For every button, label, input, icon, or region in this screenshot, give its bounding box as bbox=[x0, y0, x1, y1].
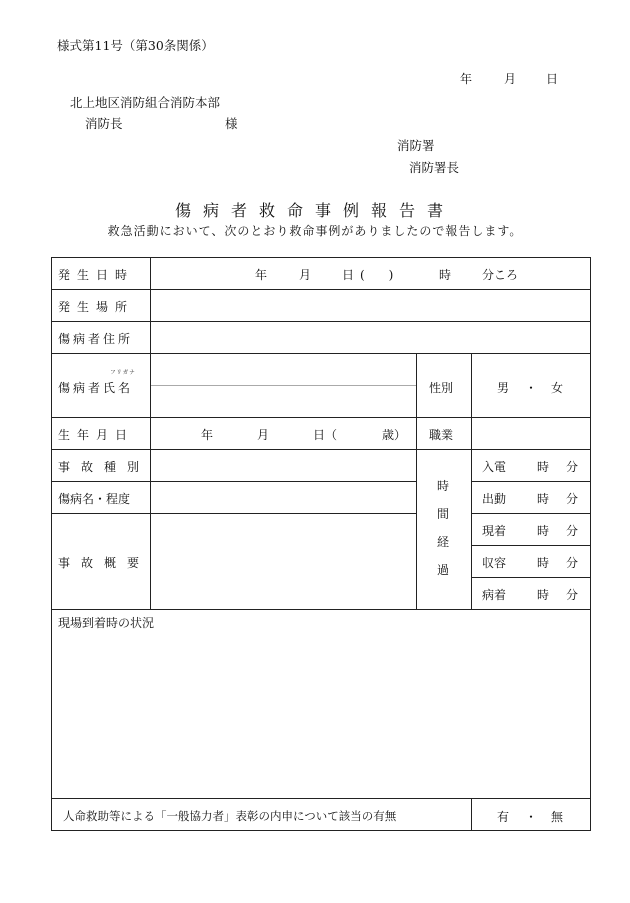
birthdate-label: 生年月日 bbox=[58, 428, 135, 442]
time-row-hour: 時 bbox=[537, 524, 550, 538]
addressee-org: 北上地区消防組合消防本部 bbox=[70, 95, 221, 110]
occurrence-place-label: 発生場所 bbox=[58, 300, 135, 314]
date-day: 日 bbox=[546, 72, 559, 86]
occupation-label: 職業 bbox=[429, 428, 454, 442]
time-row-minute: 分 bbox=[566, 556, 579, 570]
addressee-title: 消防長 bbox=[85, 116, 123, 131]
time-row-minute: 分 bbox=[566, 588, 579, 602]
occurrence-year: 年 bbox=[255, 268, 268, 282]
occurrence-minute: 分ころ bbox=[482, 268, 519, 282]
sex-label: 性別 bbox=[429, 381, 454, 395]
time-row-hour: 時 bbox=[537, 460, 550, 474]
birth-month: 月 bbox=[257, 428, 270, 442]
birth-year: 年 bbox=[201, 428, 214, 442]
sender-office: 消防署 bbox=[397, 138, 435, 153]
accident-summary-label: 事故概要 bbox=[58, 556, 151, 570]
commendation-no: 無 bbox=[551, 810, 564, 824]
sender-title: 消防署長 bbox=[409, 160, 460, 175]
page-subtitle: 救急活動において、次のとおり救命事例がありましたので報告します。 bbox=[107, 224, 523, 238]
occurrence-datetime-label: 発生日時 bbox=[58, 268, 135, 282]
arrival-situation-label: 現場到着時の状況 bbox=[58, 616, 155, 630]
accident-type-label: 事故種別 bbox=[58, 460, 151, 474]
birth-age: 歳） bbox=[382, 428, 407, 442]
date-month: 月 bbox=[504, 72, 517, 86]
time-row-hour: 時 bbox=[537, 492, 550, 506]
addressee-line bbox=[85, 114, 238, 132]
commendation-label: 人命救助等による「一般協力者」表彰の内申について該当の有無 bbox=[63, 809, 397, 823]
commendation-yes: 有 bbox=[497, 810, 510, 824]
time-row-hour: 時 bbox=[537, 556, 550, 570]
time-course-char-1: 時 bbox=[436, 479, 449, 493]
furigana-label: フリガナ bbox=[110, 370, 136, 376]
time-row-label: 収容 bbox=[482, 556, 507, 570]
time-row-minute: 分 bbox=[566, 460, 579, 474]
date-year: 年 bbox=[460, 72, 473, 86]
sex-dot: ・ bbox=[525, 381, 538, 395]
page-title: 傷病者救命事例報告書 bbox=[174, 201, 455, 220]
patient-name-label: 傷病者氏名 bbox=[58, 381, 134, 395]
time-row-label: 出動 bbox=[482, 492, 507, 506]
time-row-label: 現着 bbox=[482, 524, 507, 538]
time-row-hour: 時 bbox=[537, 588, 550, 602]
injury-label: 傷病名・程度 bbox=[58, 492, 131, 506]
occurrence-day: 日( ) bbox=[342, 268, 400, 282]
time-row-minute: 分 bbox=[566, 492, 579, 506]
patient-address-label: 傷病者住所 bbox=[58, 332, 134, 346]
time-course-char-2: 間 bbox=[436, 507, 449, 521]
sex-male: 男 bbox=[497, 381, 510, 395]
occurrence-month: 月 bbox=[299, 268, 312, 282]
time-row-label: 入電 bbox=[482, 460, 507, 474]
sex-female: 女 bbox=[551, 381, 564, 395]
time-row-label: 病着 bbox=[482, 588, 507, 602]
time-course-char-4: 過 bbox=[436, 563, 449, 577]
birth-day: 日（ bbox=[313, 428, 338, 442]
commendation-dot: ・ bbox=[525, 810, 538, 824]
addressee-honorific: 様 bbox=[225, 116, 238, 131]
time-row-minute: 分 bbox=[566, 524, 579, 538]
occurrence-hour: 時 bbox=[439, 268, 452, 282]
form-number: 様式第11号（第30条関係） bbox=[57, 38, 214, 53]
time-course-char-3: 経 bbox=[436, 535, 449, 549]
